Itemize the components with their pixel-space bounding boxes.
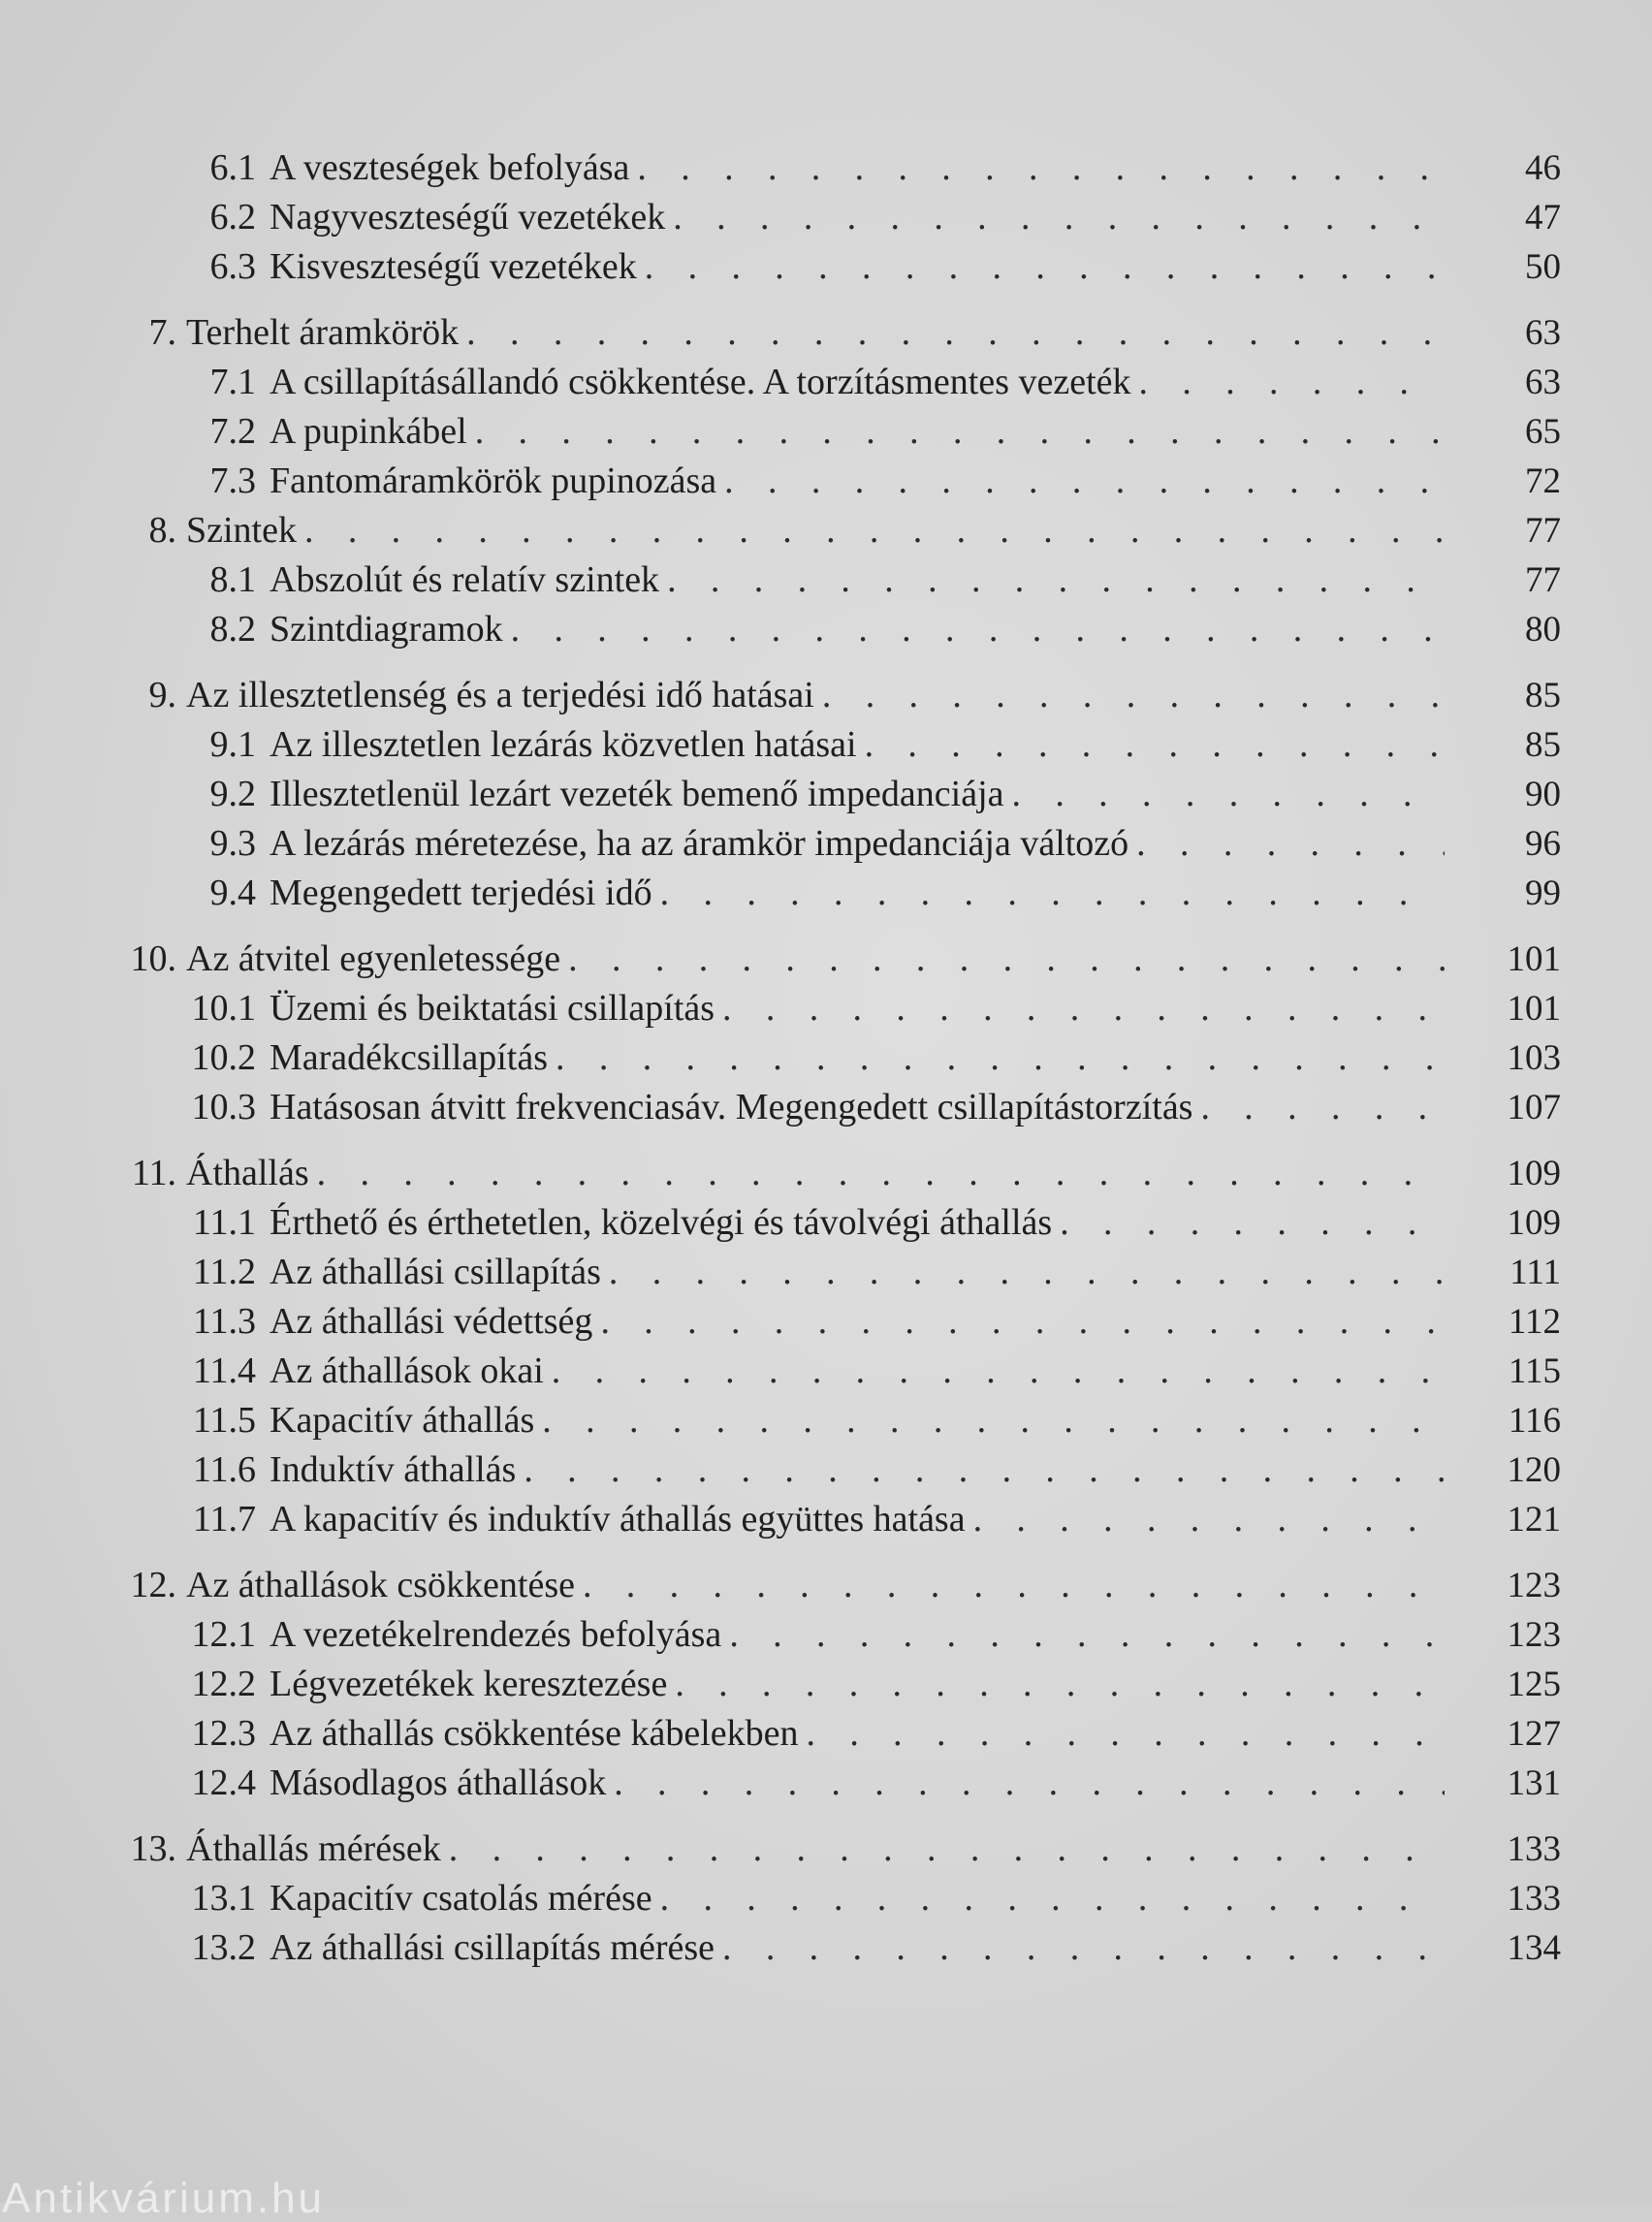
toc-entry-title: Kapacitív csatolás mérése (270, 1878, 652, 1919)
toc-entry-page: 50 (1525, 247, 1561, 287)
toc-entry (97, 193, 1561, 242)
toc-entry (97, 457, 1561, 506)
toc-entry-title: Induktív áthallás (270, 1449, 517, 1490)
dot-leader (449, 1825, 1445, 1874)
toc-entry-number: 12.3 (191, 1713, 256, 1754)
dot-leader (524, 1445, 1445, 1495)
toc-entry (97, 1660, 1561, 1709)
toc-entry-page: 77 (1525, 560, 1561, 600)
toc-entry (97, 869, 1561, 918)
toc-entry (97, 1396, 1561, 1445)
watermark: Antikvárium.hu (2, 2174, 326, 2222)
toc-entry-number: 9.1 (209, 724, 256, 765)
toc-entry-page: 63 (1525, 363, 1561, 402)
toc-entry-page: 96 (1525, 824, 1561, 864)
toc-entry-page: 125 (1507, 1665, 1561, 1704)
toc-entry-number: 11.6 (192, 1449, 256, 1490)
toc-entry-page: 46 (1525, 148, 1561, 188)
toc-entry (97, 1033, 1561, 1083)
toc-entry-page: 115 (1508, 1351, 1561, 1391)
toc-entry-page: 47 (1525, 198, 1561, 238)
toc-entry (97, 1874, 1561, 1923)
toc-entry (97, 407, 1561, 457)
toc-entry-number: 10.3 (191, 1087, 256, 1127)
dot-leader (466, 308, 1445, 358)
toc-entry-number: 6.1 (209, 147, 256, 188)
toc-entry-title: Üzemi és beiktatási csillapítás (270, 988, 715, 1029)
toc-chapter-number: 9. (148, 675, 176, 715)
toc-entry-number: 7.3 (209, 460, 256, 501)
dot-leader (583, 1561, 1445, 1610)
dot-leader (511, 605, 1445, 654)
toc-entry-title: A csillapításállandó csökkentése. A torzításmentes vezeték (270, 362, 1131, 402)
toc-entry-page: 107 (1507, 1088, 1561, 1127)
toc-entry-title: Illesztetlenül lezárt vezeték bemenő impedanciája (270, 774, 1004, 814)
toc-entry-title: Maradékcsillapítás (270, 1037, 549, 1078)
toc-chapter (97, 935, 1561, 984)
toc-entry-page: 127 (1507, 1714, 1561, 1754)
toc-entry-number: 9.4 (209, 873, 256, 913)
toc-entry (97, 819, 1561, 869)
toc-entry-number: 7.2 (209, 411, 256, 452)
toc-chapter (97, 506, 1561, 556)
dot-leader (542, 1396, 1445, 1445)
toc-entry-number: 12.1 (191, 1614, 256, 1655)
dot-leader (722, 1923, 1445, 1973)
toc-entry-title: Abszolút és relatív szintek (270, 559, 660, 600)
toc-entry (97, 556, 1561, 605)
toc-entry (97, 1495, 1561, 1544)
toc-entry (97, 1083, 1561, 1132)
toc-entry-title: A kapacitív és induktív áthallás együttes hatása (270, 1499, 966, 1540)
table-of-contents (97, 143, 1561, 1973)
toc-entry-number: 8.1 (209, 559, 256, 600)
toc-entry-number: 8.2 (209, 609, 256, 650)
dot-leader (660, 869, 1445, 918)
toc-entry-page: 109 (1507, 1203, 1561, 1243)
toc-chapter-title: Áthallás (186, 1153, 309, 1193)
toc-entry (97, 358, 1561, 407)
dot-leader (1060, 1198, 1445, 1248)
toc-entry-title: Az illesztetlen lezárás közvetlen hatásai (270, 724, 857, 765)
toc-entry (97, 770, 1561, 819)
toc-entry-number: 11.2 (192, 1252, 256, 1292)
dot-leader (475, 407, 1445, 457)
toc-chapter-page: 123 (1507, 1566, 1561, 1605)
dot-leader (722, 984, 1445, 1033)
toc-entry-page: 121 (1507, 1500, 1561, 1540)
toc-entry-page: 103 (1507, 1038, 1561, 1078)
toc-entry-number: 10.1 (191, 988, 256, 1029)
toc-entry (97, 1445, 1561, 1495)
toc-entry (97, 720, 1561, 770)
toc-entry-page: 123 (1507, 1615, 1561, 1655)
toc-entry-title: Érthető és érthetetlen, közelvégi és távolvégi áthallás (270, 1202, 1053, 1243)
toc-entry-number: 12.4 (191, 1762, 256, 1803)
dot-leader (556, 1033, 1445, 1083)
toc-chapter-page: 101 (1507, 939, 1561, 979)
toc-chapter (97, 308, 1561, 358)
dot-leader (614, 1759, 1445, 1808)
toc-chapter (97, 671, 1561, 720)
toc-entry-title: Légvezetékek keresztezése (270, 1664, 668, 1704)
toc-entry-title: Hatásosan átvitt frekvenciasáv. Megengedett csillapítástorzítás (270, 1087, 1193, 1127)
dot-leader (673, 193, 1445, 242)
toc-chapter-page: 77 (1525, 511, 1561, 551)
dot-leader (1200, 1083, 1445, 1132)
toc-entry-title: Az áthallási csillapítás mérése (270, 1927, 715, 1968)
toc-entry-page: 80 (1525, 610, 1561, 650)
toc-entry (97, 984, 1561, 1033)
toc-chapter (97, 1825, 1561, 1874)
toc-entry-title: Az áthallás csökkentése kábelekben (270, 1713, 799, 1754)
toc-entry-title: Másodlagos áthallások (270, 1762, 607, 1803)
toc-chapter-title: Az átvitel egyenletessége (186, 938, 561, 979)
toc-chapter-title: Az áthallások csökkentése (186, 1565, 575, 1605)
toc-entry-title: Kapacitív áthallás (270, 1400, 535, 1441)
toc-entry-number: 11.3 (192, 1301, 256, 1342)
toc-entry (97, 1759, 1561, 1808)
dot-leader (1012, 770, 1446, 819)
dot-leader (552, 1347, 1445, 1396)
toc-entry-title: Az áthallások okai (270, 1350, 544, 1391)
toc-entry (97, 1248, 1561, 1297)
toc-entry-title: A vezetékelrendezés befolyása (270, 1614, 722, 1655)
toc-entry-title: Fantomáramkörök pupinozása (270, 460, 717, 501)
toc-entry-title: Szintdiagramok (270, 609, 503, 650)
toc-entry-title: Kisveszteségű vezetékek (270, 246, 637, 287)
toc-entry-number: 11.7 (192, 1499, 256, 1540)
toc-entry (97, 143, 1561, 193)
dot-leader (807, 1709, 1446, 1759)
toc-entry-page: 101 (1507, 989, 1561, 1029)
dot-leader (568, 935, 1445, 984)
toc-entry (97, 605, 1561, 654)
toc-chapter-number: 13. (130, 1828, 176, 1869)
toc-entry (97, 1297, 1561, 1347)
toc-entry (97, 1198, 1561, 1248)
toc-chapter-number: 8. (148, 510, 176, 551)
toc-chapter-page: 109 (1507, 1154, 1561, 1193)
toc-entry-title: Nagyveszteségű vezetékek (270, 197, 666, 238)
dot-leader (822, 671, 1445, 720)
toc-chapter-number: 10. (130, 938, 176, 979)
toc-entry (97, 1709, 1561, 1759)
toc-entry-page: 116 (1508, 1401, 1561, 1441)
dot-leader (675, 1660, 1445, 1709)
toc-entry-number: 11.4 (192, 1350, 256, 1391)
toc-entry-number: 6.2 (209, 197, 256, 238)
toc-entry-number: 10.2 (191, 1037, 256, 1078)
toc-chapter-number: 12. (130, 1565, 176, 1605)
toc-entry (97, 1610, 1561, 1660)
toc-entry (97, 1923, 1561, 1973)
toc-entry-page: 131 (1507, 1763, 1561, 1803)
toc-entry-page: 112 (1508, 1302, 1561, 1342)
toc-entry-title: A pupinkábel (270, 411, 467, 452)
toc-chapter-number: 11. (131, 1153, 176, 1193)
toc-entry-title: A lezárás méretezése, ha az áramkör impedanciája változó (270, 823, 1129, 864)
dot-leader (865, 720, 1445, 770)
dot-leader (660, 1874, 1445, 1923)
toc-entry-page: 90 (1525, 775, 1561, 814)
toc-entry-number: 12.2 (191, 1664, 256, 1704)
dot-leader (724, 457, 1445, 506)
toc-entry-number: 11.5 (192, 1400, 256, 1441)
toc-entry-number: 13.1 (191, 1878, 256, 1919)
toc-chapter (97, 1149, 1561, 1198)
dot-leader (645, 242, 1445, 292)
toc-entry-number: 9.2 (209, 774, 256, 814)
dot-leader (317, 1149, 1445, 1198)
toc-chapter-page: 63 (1525, 313, 1561, 353)
dot-leader (729, 1610, 1445, 1660)
toc-entry-number: 9.3 (209, 823, 256, 864)
toc-entry-number: 7.1 (209, 362, 256, 402)
toc-entry-number: 11.1 (192, 1202, 256, 1243)
toc-entry-title: Megengedett terjedési idő (270, 873, 652, 913)
toc-entry-page: 72 (1525, 461, 1561, 501)
toc-entry-page: 85 (1525, 725, 1561, 765)
toc-entry-title: Az áthallási védettség (270, 1301, 593, 1342)
toc-entry-page: 120 (1507, 1450, 1561, 1490)
toc-entry-number: 13.2 (191, 1927, 256, 1968)
dot-leader (609, 1248, 1445, 1297)
toc-entry-page: 134 (1507, 1928, 1561, 1968)
toc-chapter-page: 85 (1525, 676, 1561, 715)
toc-entry-page: 133 (1507, 1879, 1561, 1919)
toc-chapter-title: Szintek (186, 510, 297, 551)
toc-chapter-title: Áthallás mérések (186, 1828, 441, 1869)
toc-entry (97, 242, 1561, 292)
dot-leader (667, 556, 1445, 605)
toc-chapter-number: 7. (148, 312, 176, 353)
dot-leader (1139, 358, 1445, 407)
toc-chapter (97, 1561, 1561, 1610)
toc-entry-page: 111 (1509, 1253, 1561, 1292)
toc-chapter-page: 133 (1507, 1829, 1561, 1869)
toc-entry-title: Az áthallási csillapítás (270, 1252, 601, 1292)
dot-leader (1136, 819, 1445, 869)
toc-chapter-title: Terhelt áramkörök (186, 312, 460, 353)
toc-entry (97, 1347, 1561, 1396)
toc-entry-title: A veszteségek befolyása (270, 147, 630, 188)
dot-leader (637, 143, 1445, 193)
toc-entry-page: 99 (1525, 873, 1561, 913)
dot-leader (600, 1297, 1445, 1347)
dot-leader (304, 506, 1445, 556)
toc-chapter-title: Az illesztetlenség és a terjedési idő hatásai (186, 675, 814, 715)
toc-entry-page: 65 (1525, 412, 1561, 452)
toc-entry-number: 6.3 (209, 246, 256, 287)
dot-leader (973, 1495, 1445, 1544)
